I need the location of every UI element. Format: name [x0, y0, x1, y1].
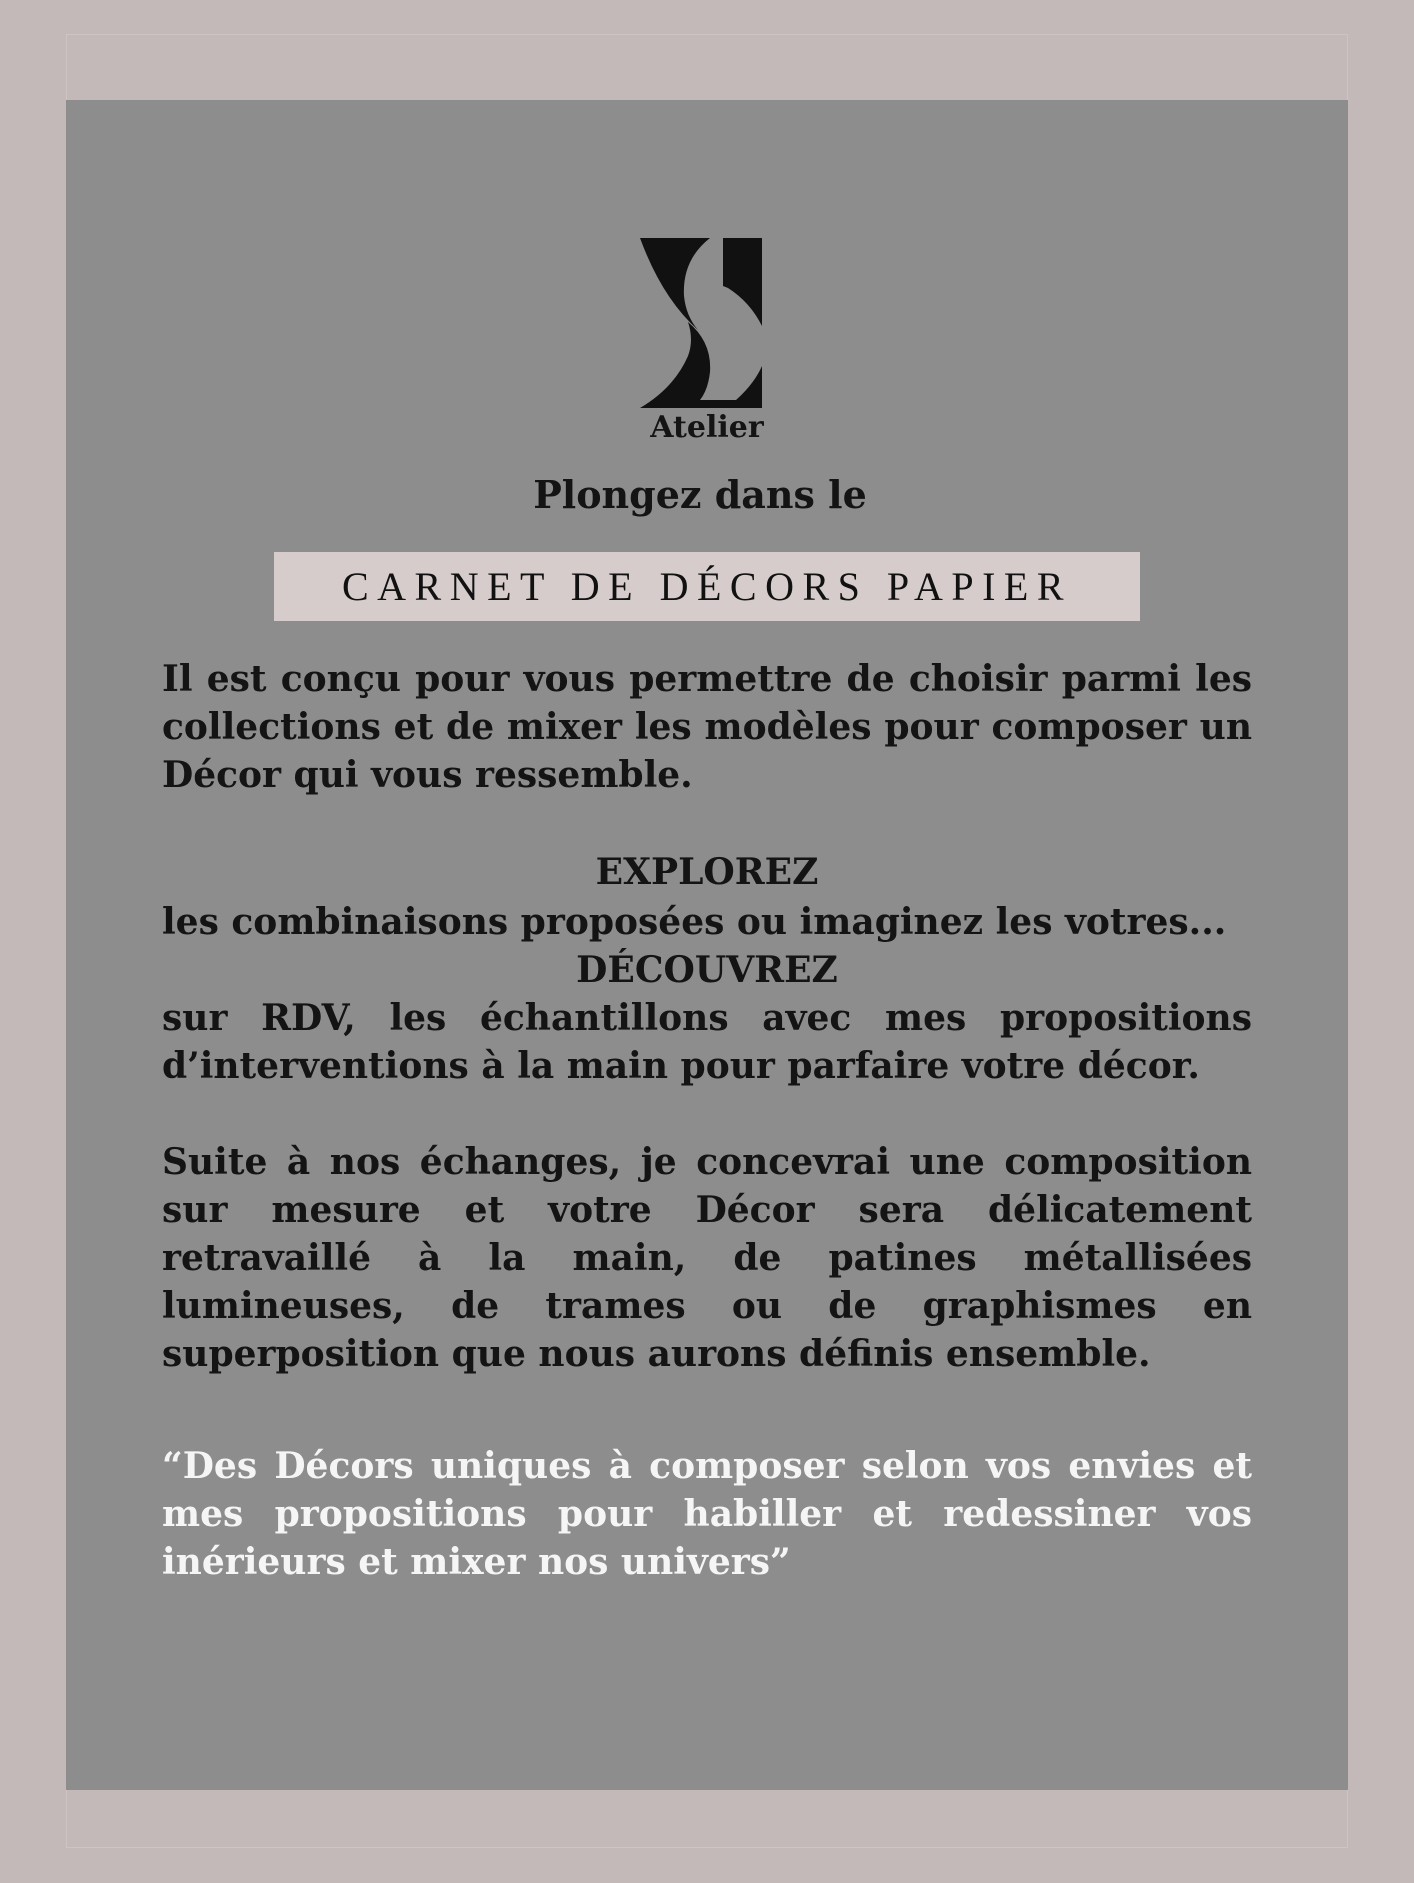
decouvrez-heading: DÉCOUVREZ [576, 949, 838, 991]
explorez-heading: EXPLOREZ [595, 851, 819, 893]
monogram-b-logo-icon [640, 238, 762, 408]
decouvrez-text: sur RDV, les échantillons avec mes propositions d’interventions à la main pour parfaire votre décor. [162, 997, 1252, 1087]
quote-paragraph: “Des Décors uniques à composer selon vos envies et mes propositions pour habiller et redessiner vos inérieurs et mixer nos univers” [162, 1445, 1252, 1583]
intro-heading: Plongez dans le [533, 472, 867, 517]
suite-paragraph: Suite à nos échanges, je concevrai une composition sur mesure et votre Décor sera délicatement retravaillé à la main, de patines métallisées lumineuses, de trames ou de graphismes en superposition que nous aurons définis ensemble. [162, 1141, 1252, 1375]
intro-paragraph: Il est conçu pour vous permettre de choisir parmi les collections et de mixer les modèles pour composer un Décor qui vous ressemble. [162, 658, 1252, 796]
logo-label: Atelier [650, 410, 764, 445]
explorez-text: les combinaisons proposées ou imaginez les votres... [162, 901, 1227, 943]
carnet-title: CARNET DE DÉCORS PAPIER [274, 552, 1140, 621]
